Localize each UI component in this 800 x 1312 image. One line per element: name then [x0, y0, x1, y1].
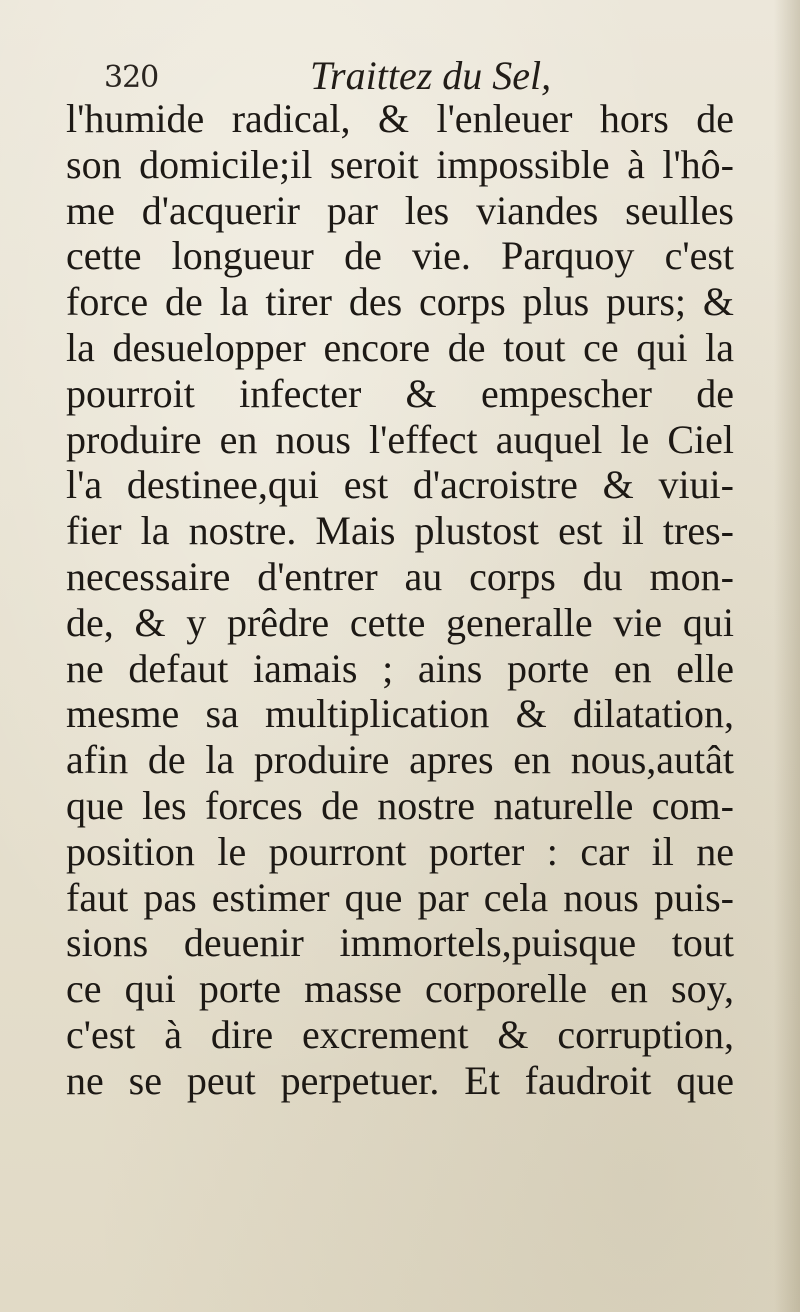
- text-line: que les forces de nostre naturelle com-: [66, 782, 734, 828]
- page-edge-shadow: [774, 0, 800, 1312]
- text-line: afin de la produire apres en nous,autât: [66, 737, 734, 783]
- text-line: ne defaut iamais ; ains porte en elle: [66, 645, 734, 691]
- text-line: l'a destinee,qui est d'acroistre & viui-: [66, 462, 734, 508]
- text-line: son domicile;il seroit impossible à l'hô-: [66, 141, 734, 187]
- text-line: faut pas estimer que par cela nous puis-: [66, 874, 734, 920]
- text-line: sions deuenir immortels,puisque tout: [66, 920, 734, 966]
- text-line: mesme sa multiplication & dilatation,: [66, 691, 734, 737]
- text-line: la desuelopper encore de tout ce qui la: [66, 324, 734, 370]
- text-line: fier la nostre. Mais plustost est il tres-: [66, 508, 734, 554]
- text-line: c'est à dire excrement & corruption,: [66, 1011, 734, 1057]
- text-line: position le pourront porter : car il ne: [66, 828, 734, 874]
- text-line: pourroit infecter & empescher de: [66, 370, 734, 416]
- text-line: ce qui porte masse corporelle en soy,: [66, 966, 734, 1012]
- text-line: l'humide radical, & l'enleuer hors de: [66, 96, 734, 141]
- text-line: produire en nous l'effect auquel le Ciel: [66, 416, 734, 462]
- text-line: necessaire d'entrer au corps du mon-: [66, 553, 734, 599]
- text-line: cette longueur de vie. Parquoy c'est: [66, 233, 734, 279]
- page-number: 320: [104, 60, 159, 95]
- text-line: me d'acquerir par les viandes seulles: [66, 187, 734, 233]
- text-line: ne se peut perpetuer. Et faudroit que: [66, 1057, 734, 1103]
- text-line: de, & y prêdre cette generalle vie qui: [66, 599, 734, 645]
- body-text: [66, 96, 734, 1104]
- running-title: Traittez du Sel,: [310, 53, 552, 98]
- text-line: force de la tirer des corps plus purs; &: [66, 279, 734, 325]
